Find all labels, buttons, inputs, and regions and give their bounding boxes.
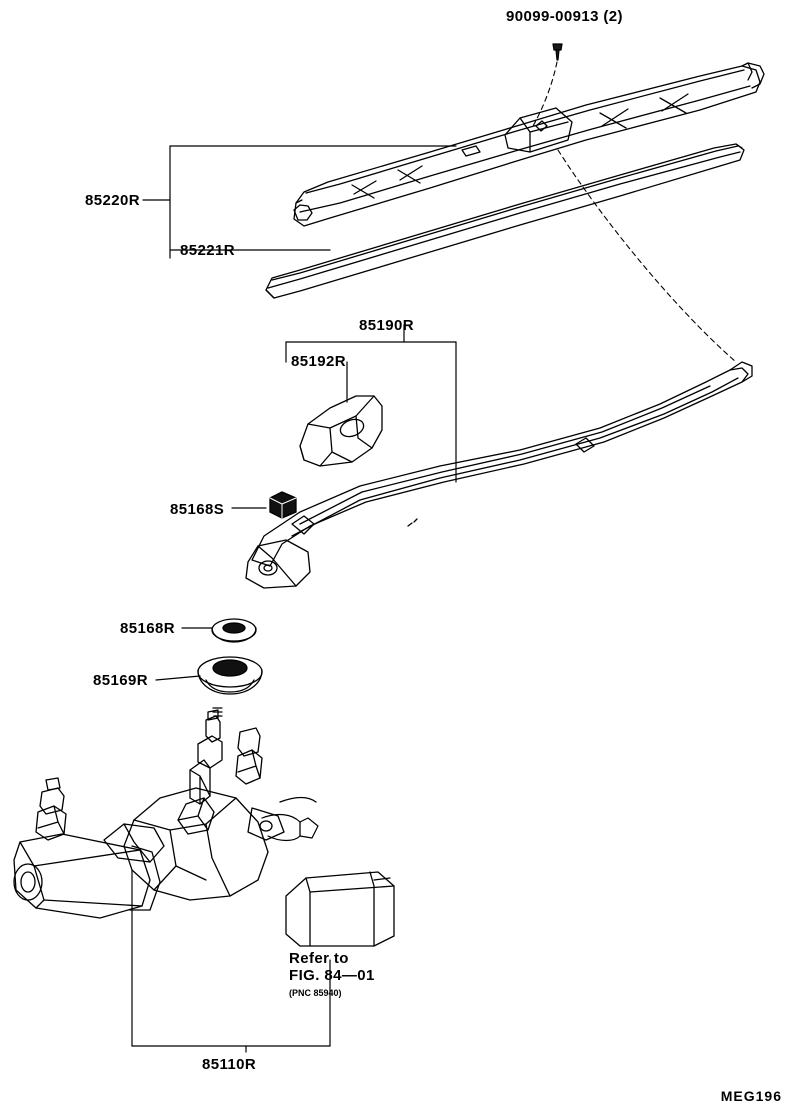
label-arm-assembly: 85190R bbox=[359, 317, 414, 334]
label-arm-cap: 85192R bbox=[291, 353, 346, 370]
label-motor: 85110R bbox=[202, 1056, 257, 1073]
label-bolt: 90099-00913 (2) bbox=[506, 8, 623, 25]
nut-part bbox=[270, 492, 296, 518]
packing-part bbox=[198, 657, 262, 694]
label-nut: 85168S bbox=[170, 501, 225, 518]
refer-note-line2: FIG. 84—01 bbox=[289, 967, 375, 984]
label-blade-rubber: 85221R bbox=[180, 242, 235, 259]
arm-cap bbox=[300, 396, 382, 466]
label-blade-assembly: 85220R bbox=[85, 192, 140, 209]
wiper-motor-assembly bbox=[14, 708, 318, 918]
diagram-code: MEG196 bbox=[720, 1088, 782, 1104]
bolt-part bbox=[553, 44, 562, 60]
label-packing: 85169R bbox=[93, 672, 148, 689]
label-washer: 85168R bbox=[120, 620, 175, 637]
refer-note-line1: Refer to bbox=[289, 950, 349, 967]
leader-lines bbox=[132, 146, 456, 1052]
washer-part bbox=[212, 619, 256, 642]
blade-rubber-insert bbox=[266, 144, 744, 298]
refer-note bbox=[289, 950, 375, 1002]
refer-note-line3: (PNC 85940) bbox=[289, 988, 342, 998]
relay-box bbox=[286, 872, 394, 946]
